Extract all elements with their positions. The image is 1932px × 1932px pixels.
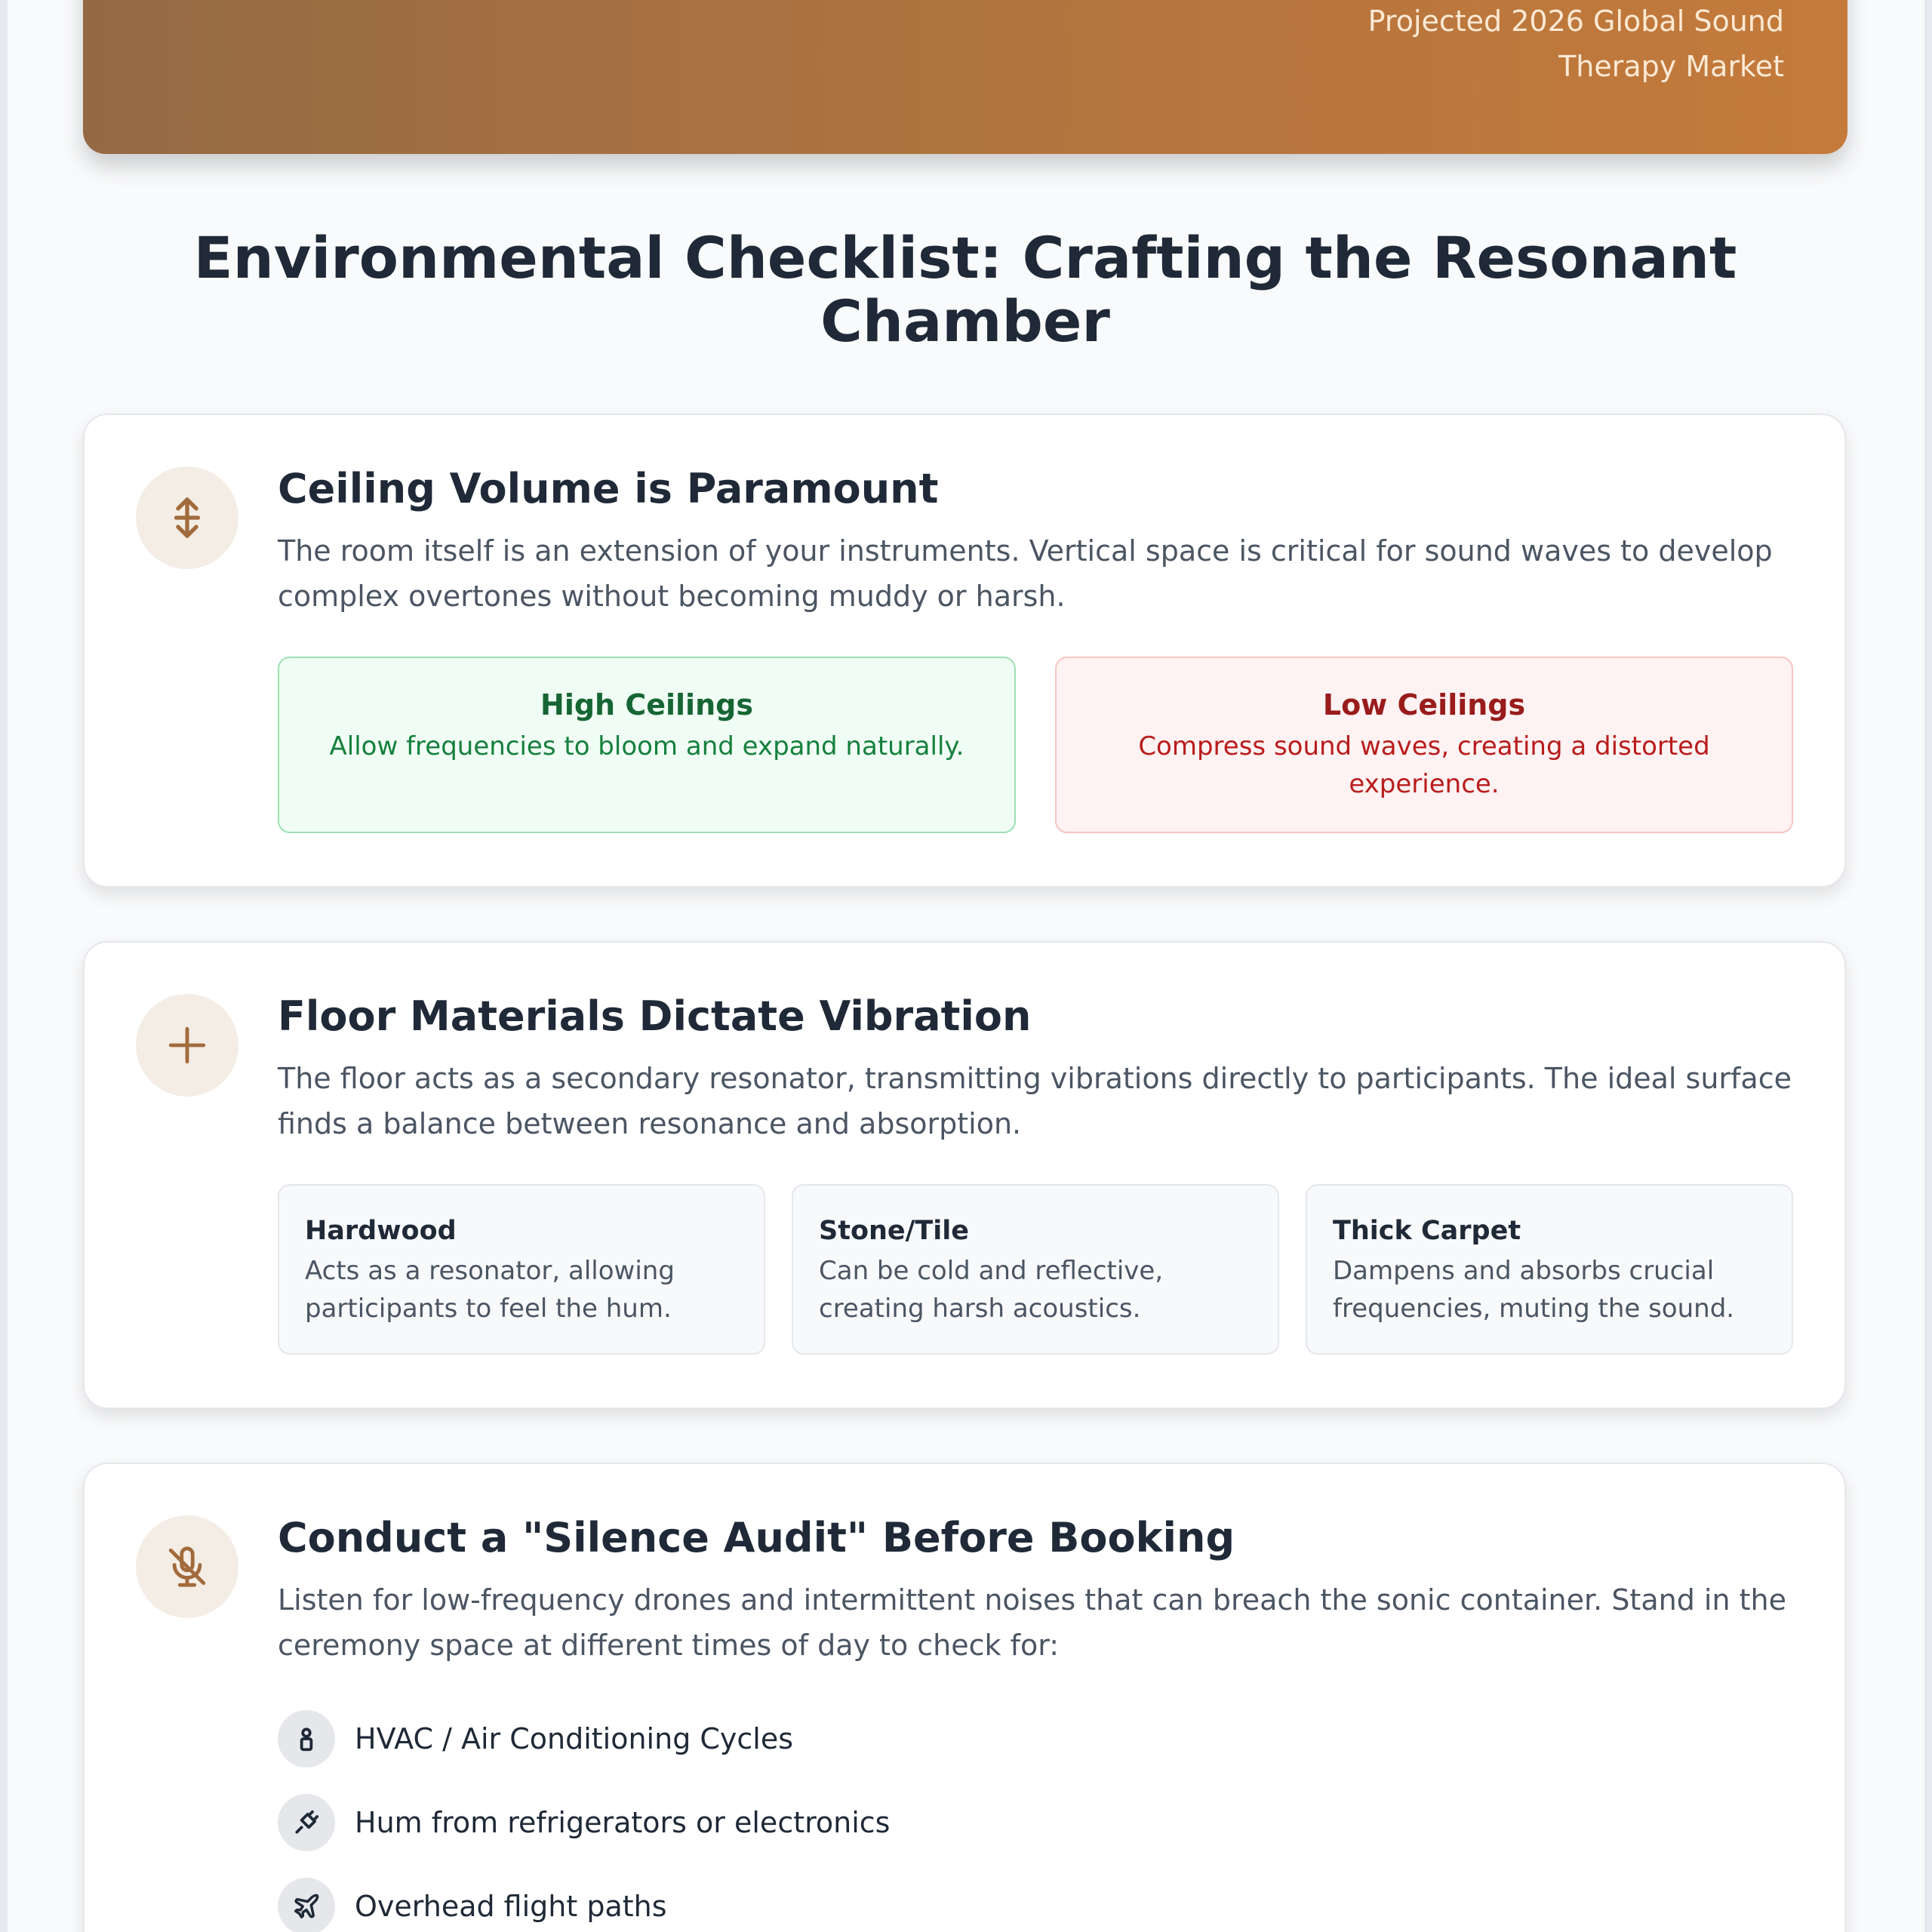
plus-icon — [136, 994, 238, 1097]
audit-item-electronics — [278, 1794, 890, 1851]
fan-icon — [278, 1710, 335, 1767]
ceiling-card — [83, 414, 1846, 888]
low-ceilings-text: Compress sound waves, creating a distorted experience. — [1138, 731, 1710, 799]
audit-item-hvac — [278, 1710, 793, 1767]
material-title: Hardwood — [305, 1216, 457, 1246]
material-text: Can be cold and reflective, creating harsh acoustics. — [819, 1256, 1164, 1324]
audit-item-label: Hum from refrigerators or electronics — [355, 1806, 891, 1839]
ceiling-description: The room itself is an extension of your instruments. Vertical space is critical for sound waves to develop complex overtones without becoming muddy or harsh. — [278, 534, 1773, 613]
high-ceilings-box — [278, 657, 1016, 833]
microphone-slash-icon — [136, 1515, 238, 1618]
floor-card — [83, 941, 1846, 1409]
section-title: Environmental Checklist: Crafting the Resonant Chamber — [193, 224, 1737, 355]
silence-audit-title: Conduct a "Silence Audit" Before Booking — [278, 1514, 1235, 1561]
floor-title: Floor Materials Dictate Vibration — [278, 992, 1032, 1040]
hero-banner — [83, 0, 1847, 154]
silence-audit-card — [83, 1463, 1846, 1932]
high-ceilings-text: Allow frequencies to bloom and expand naturally. — [329, 731, 964, 761]
material-text: Dampens and absorbs crucial frequencies, muting the sound. — [1333, 1256, 1735, 1324]
audit-item-label: Overhead flight paths — [355, 1890, 667, 1923]
material-text: Acts as a resonator, allowing participants to feel the hum. — [305, 1256, 675, 1324]
audit-item-flights — [278, 1878, 667, 1932]
high-ceilings-title: High Ceilings — [540, 688, 753, 721]
page — [8, 0, 1924, 1932]
hero-stat-label: Projected 2026 Global Sound Therapy Market — [1367, 5, 1784, 83]
material-title: Thick Carpet — [1333, 1216, 1521, 1246]
material-thick-carpet — [1306, 1184, 1793, 1355]
plane-icon — [278, 1878, 335, 1932]
material-title: Stone/Tile — [819, 1216, 970, 1246]
silence-audit-description: Listen for low-frequency drones and intermittent noises that can breach the sonic container. Stand in the ceremony space at different times of day to check for: — [278, 1583, 1786, 1662]
low-ceilings-box — [1055, 657, 1793, 833]
ceiling-title: Ceiling Volume is Paramount — [278, 465, 939, 512]
plug-icon — [278, 1794, 335, 1851]
low-ceilings-title: Low Ceilings — [1322, 688, 1526, 721]
material-hardwood — [278, 1184, 765, 1355]
arrows-up-down-icon — [136, 466, 238, 569]
floor-description: The floor acts as a secondary resonator, transmitting vibrations directly to participants. The ideal surface finds a balance between resonance and absorption. — [278, 1062, 1792, 1140]
material-stone-tile — [792, 1184, 1279, 1355]
audit-item-label: HVAC / Air Conditioning Cycles — [355, 1722, 794, 1755]
